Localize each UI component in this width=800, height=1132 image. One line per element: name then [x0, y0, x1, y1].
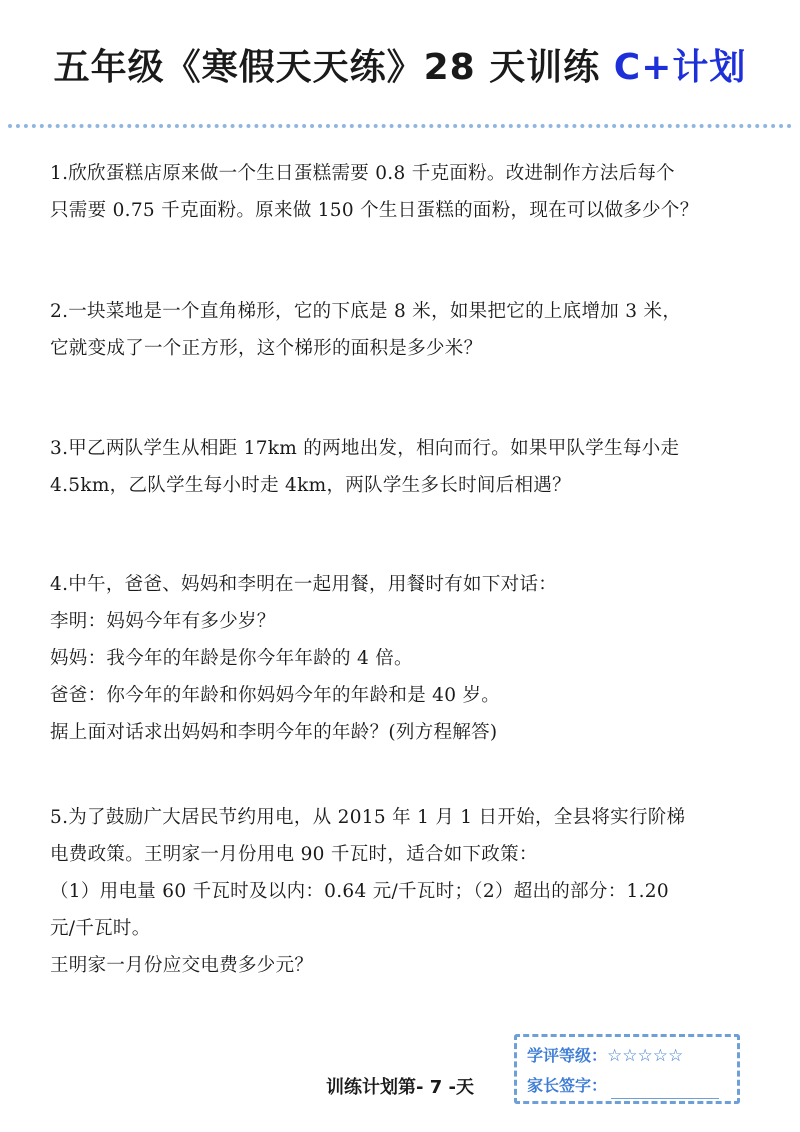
- problem-line: 李明：妈妈今年有多少岁？: [50, 611, 276, 632]
- evaluation-box: [514, 1034, 740, 1104]
- grade-label: 学评等级：: [527, 1046, 608, 1065]
- problem-line: 2.一块菜地是一个直角梯形，它的下底是 8 米，如果把它的上底增加 3 米，: [50, 301, 682, 322]
- problem-line: 4.中午，爸爸、妈妈和李明在一起用餐，用餐时有如下对话：: [50, 574, 558, 595]
- title-main: 五年级《寒假天天练》28 天训练: [53, 47, 601, 88]
- problem-line: 据上面对话求出妈妈和李明今年的年龄？(列方程解答): [50, 722, 498, 743]
- grade-row: [527, 1043, 683, 1069]
- problem-line: 4.5km，乙队学生每小时走 4km，两队学生多长时间后相遇？: [50, 475, 571, 496]
- problem-4: [50, 566, 770, 751]
- page-title: [0, 40, 800, 96]
- problem-line: 元/千瓦时。: [50, 918, 151, 939]
- training-day-label: 训练计划第- 7 -天: [326, 1077, 474, 1098]
- problem-line: 只需要 0.75 千克面粉。原来做 150 个生日蛋糕的面粉，现在可以做多少个？: [50, 200, 699, 221]
- problem-line: 3.甲乙两队学生从相距 17km 的两地出发，相向而行。如果甲队学生每小走: [50, 438, 680, 459]
- star-rating-icon[interactable]: ☆☆☆☆☆: [607, 1046, 684, 1066]
- signature-row: [527, 1073, 719, 1099]
- problem-1: [50, 155, 770, 229]
- problem-2: [50, 293, 770, 367]
- problem-5: [50, 799, 770, 984]
- problem-line: 1.欣欣蛋糕店原来做一个生日蛋糕需要 0.8 千克面粉。改进制作方法后每个: [50, 163, 675, 184]
- title-plan-badge: C+计划: [613, 47, 747, 88]
- problem-line: （1）用电量 60 千瓦时及以内：0.64 元/千瓦时；（2）超出的部分：1.20: [50, 881, 669, 902]
- signature-field[interactable]: [611, 1080, 719, 1099]
- signature-label: 家长签字：: [527, 1076, 608, 1095]
- problem-line: 爸爸：你今年的年龄和你妈妈今年的年龄和是 40 岁。: [50, 685, 501, 706]
- dotted-divider: [8, 124, 792, 128]
- problem-line: 它就变成了一个正方形，这个梯形的面积是多少米？: [50, 338, 483, 359]
- problem-line: 电费政策。王明家一月份用电 90 千瓦时，适合如下政策：: [50, 844, 538, 865]
- problem-line: 妈妈：我今年的年龄是你今年年龄的 4 倍。: [50, 648, 413, 669]
- problem-line: 5.为了鼓励广大居民节约用电，从 2015 年 1 月 1 日开始，全县将实行阶梯: [50, 807, 686, 828]
- problem-line: 王明家一月份应交电费多少元？: [50, 955, 314, 976]
- problem-3: [50, 430, 770, 504]
